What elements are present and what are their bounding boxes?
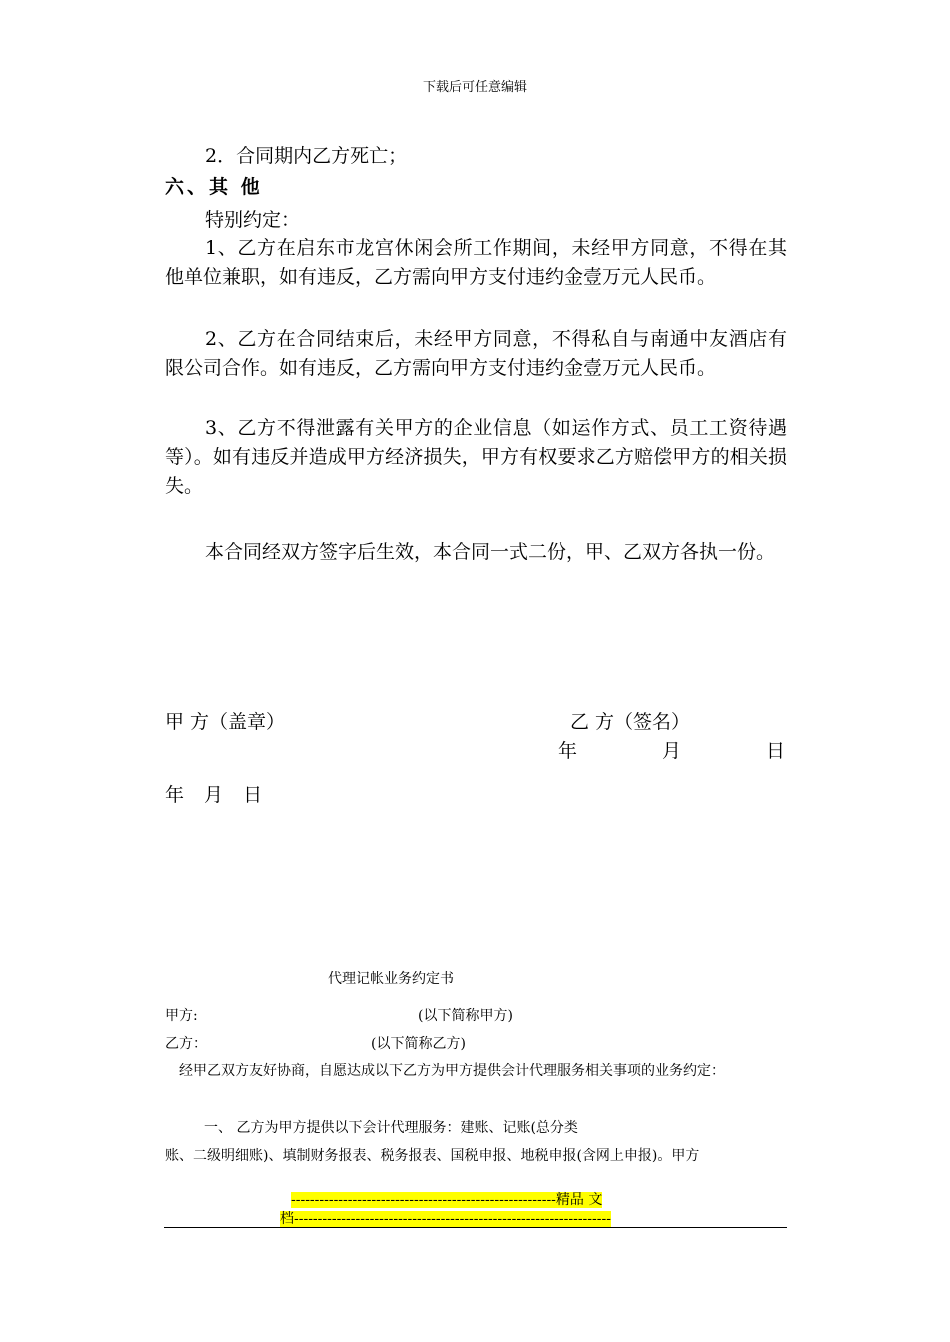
footer-rule xyxy=(164,1227,787,1228)
party-a-signature-label: 甲 方（盖章） xyxy=(165,711,286,733)
special-term-3: 3、乙方不得泄露有关甲方的企业信息（如运作方式、员工工资待遇等）。如有违反并造成甲方经济损失，甲方有权要求乙方赔偿甲方的相关损失。 xyxy=(165,417,787,497)
effective-clause: 本合同经双方签字后生效，本合同一式二份，甲、乙双方各执一份。 xyxy=(205,541,776,563)
footer-watermark-line-1: --------------------------------------------------------精品 文 xyxy=(291,1192,603,1208)
special-terms-label: 特别约定： xyxy=(205,209,301,231)
party-b-date-month: 月 xyxy=(662,740,682,762)
second-doc-title: 代理记帐业务约定书 xyxy=(328,971,454,987)
footer-watermark-line-2: 档------------------------------------------------------------------- xyxy=(280,1211,611,1227)
party-b-date-day: 日 xyxy=(766,740,786,762)
clause-2: 2．合同期内乙方死亡； xyxy=(205,145,408,167)
agreement-item-1-line-2: 账、二级明细账)、填制财务报表、税务报表、国税申报、地税申报(含网上申报)。甲方 xyxy=(165,1148,700,1164)
party-a-label: 甲方: xyxy=(165,1008,198,1024)
party-b-signature-label: 乙 方（签名） xyxy=(570,711,691,733)
party-a-note: (以下简称甲方) xyxy=(418,1008,513,1024)
special-term-1: 1、乙方在启东市龙宫休闲会所工作期间，未经甲方同意，不得在其他单位兼职，如有违反，乙方需向甲方支付违约金壹万元人民币。 xyxy=(165,237,787,288)
page-header: 下载后可任意编辑 xyxy=(422,80,527,95)
party-a-date: 年 月 日 xyxy=(165,784,263,806)
party-b-date-year: 年 xyxy=(558,740,578,762)
agreement-intro: 经甲乙双方友好协商，自愿达成以下乙方为甲方提供会计代理服务相关事项的业务约定： xyxy=(179,1063,725,1079)
special-term-2: 2、乙方在合同结束后，未经甲方同意，不得私自与南通中友酒店有限公司合作。如有违反，乙方需向甲方支付违约金壹万元人民币。 xyxy=(165,328,787,379)
agreement-item-1-line-1: 一、 乙方为甲方提供以下会计代理服务：建账、记账(总分类 xyxy=(204,1120,578,1136)
party-b-note: (以下简称乙方) xyxy=(371,1036,466,1052)
section-heading: 六、其 他 xyxy=(165,176,263,198)
party-b-label: 乙方： xyxy=(165,1036,207,1052)
